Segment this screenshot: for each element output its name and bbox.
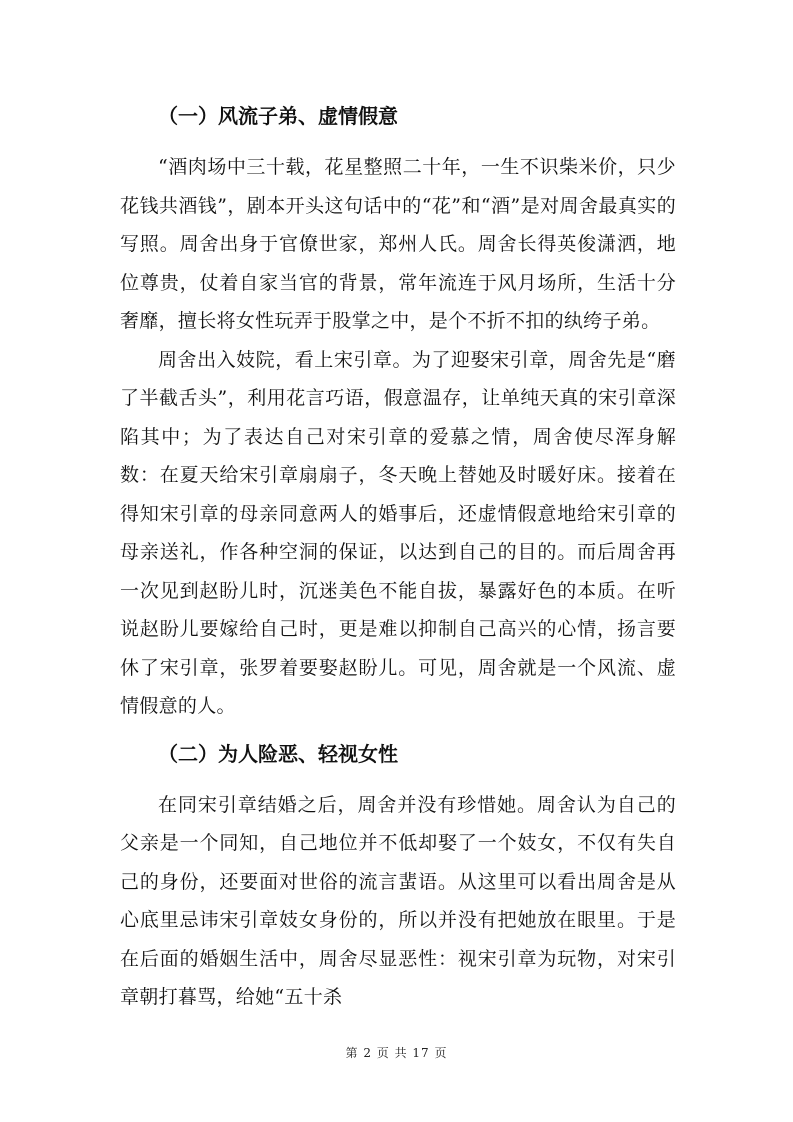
paragraph: “酒肉场中三十载，花星整照二十年，一生不识柴米价，只少花钱共酒钱”，剧本开头这句话中的“花”和“酒”是对周舍最真实的写照。周舍出身于官僚世家，郑州人氏。周舍长得英俊潇洒，地位尊贵，仗着自家当官的背景，常年流连于风月场所，生活十分奢靡，擅长将女性玩弄于股掌之中，是个不折不扣的纨绔子弟。: [120, 156, 676, 332]
document-body: [120, 98, 676, 1017]
paragraph: 周舍出入妓院，看上宋引章。为了迎娶宋引章，周舍先是“磨了半截舌头”，利用花言巧语，假意温存，让单纯天真的宋引章深陷其中；为了表达自己对宋引章的爱慕之情，周舍使尽浑身解数：在夏天给宋引章扇扇子，冬天晚上替她及时暖好床。接着在得知宋引章的母亲同意两人的婚事后，还虚情假意地给宋引章的母亲送礼，作各种空洞的保证，以达到自己的目的。而后周舍再一次见到赵盼儿时，沉迷美色不能自拔，暴露好色的本质。在听说赵盼儿要嫁给自己时，更是难以抑制自己高兴的心情，扬言要休了宋引章，张罗着要娶赵盼儿。可见，周舍就是一个风流、虚情假意的人。: [120, 348, 676, 717]
page-footer: 第 2 页 共 17 页: [345, 1046, 448, 1060]
section-heading-1: （一）风流子弟、虚情假意: [158, 104, 398, 128]
paragraph: 在同宋引章结婚之后，周舍并没有珍惜她。周舍认为自己的父亲是一个同知，自己地位并不低却娶了一个妓女，不仅有失自己的身份，还要面对世俗的流言蜚语。从这里可以看出周舍是从心底里忌讳宋引章妓女身份的，所以并没有把她放在眼里。于是在后面的婚姻生活中，周舍尽显恶性：视宋引章为玩物，对宋引章朝打暮骂，给她“五十杀: [120, 793, 676, 1008]
section-heading-2: （二）为人险恶、轻视女性: [158, 741, 398, 766]
